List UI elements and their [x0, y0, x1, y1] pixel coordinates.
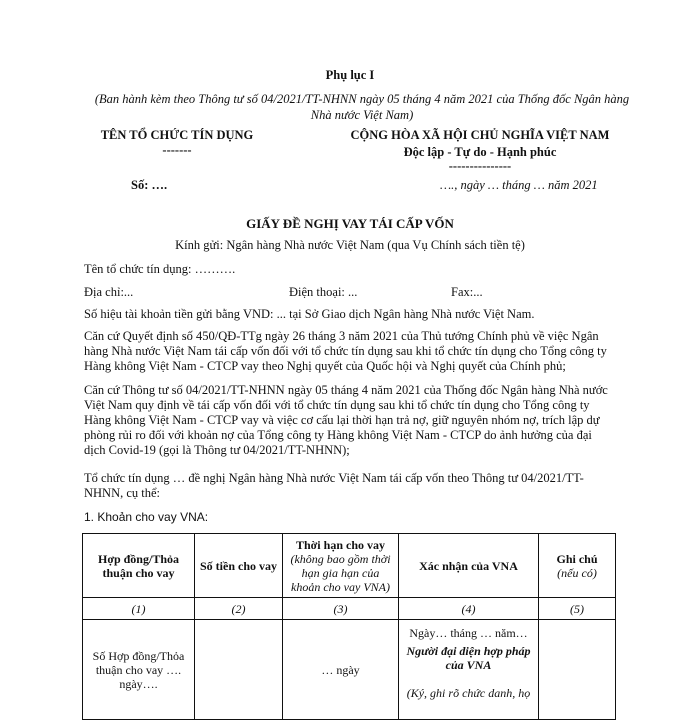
header-confirm: Xác nhận của VNA — [399, 534, 539, 598]
cell-note — [539, 620, 616, 720]
table-header-row — [83, 534, 616, 598]
confirm-date: Ngày… tháng … năm… — [409, 626, 528, 640]
header-amount: Số tiền cho vay — [195, 534, 283, 598]
document-number: Số: …. — [131, 178, 168, 192]
account-field: Số hiệu tài khoản tiền gửi bằng VND: ... tại Sở Giao dịch Ngân hàng Nhà nước Việt Nam. — [84, 307, 535, 321]
paragraph-line: Việt Nam quy định về tái cấp vốn đối với tổ chức tín dụng sau khi tổ chức tín dụng cho Tổng công ty — [84, 398, 590, 412]
paragraph-line: Hàng không Việt Nam - CTCP vay theo Nghị quyết của Quốc hội và Nghị quyết của Chính phủ; — [84, 359, 566, 373]
paragraph-decision — [84, 329, 607, 374]
header-term — [283, 534, 399, 598]
cell-confirm — [399, 620, 539, 720]
country-name: CỘNG HÒA XÃ HỘI CHỦ NGHĨA VIỆT NAM — [350, 128, 610, 142]
appendix-title: Phụ lục I — [325, 68, 375, 82]
column-number: (2) — [195, 598, 283, 620]
column-number: (5) — [539, 598, 616, 620]
motto-rule: --------------- — [448, 159, 512, 173]
fax-field: Fax:... — [451, 285, 483, 299]
table-row — [83, 620, 616, 720]
paragraph-line: Tổ chức tín dụng … đề nghị Ngân hàng Nhà nước Việt Nam tái cấp vốn theo Thông tư 04/2021/TT- — [84, 471, 584, 485]
phone-field: Điện thoại: ... — [289, 285, 358, 299]
paragraph-line: hàng Nhà nước Việt Nam tái cấp vốn đối với tổ chức tín dụng sau khi tổ chức tín dụng cho Tổng công ty — [84, 344, 607, 358]
org-rule: ------- — [162, 143, 192, 157]
motto: Độc lập - Tự do - Hạnh phúc — [403, 145, 557, 159]
header-note-title: Ghi chú — [556, 551, 598, 566]
loan-table — [82, 533, 616, 720]
paragraph-circular — [84, 383, 608, 458]
paragraph-line: phòng rủi ro đối với khoản nợ của Tổng công ty Hàng không Việt Nam - CTCP do ảnh hưởng của đại — [84, 428, 592, 442]
addressee: Kính gửi: Ngân hàng Nhà nước Việt Nam (qua Vụ Chính sách tiền tệ) — [175, 238, 525, 252]
column-number: (3) — [283, 598, 399, 620]
date-line: …., ngày … tháng … năm 2021 — [440, 178, 598, 192]
document-title: GIẤY ĐỀ NGHỊ VAY TÁI CẤP VỐN — [246, 216, 454, 231]
header-note-sub: (nếu có) — [557, 565, 597, 580]
issued-note: (Ban hành kèm theo Thông tư số 04/2021/TT-NHNN ngày 05 tháng 4 năm 2021 của Thống đốc Ngân hàng Nhà nước Việt Nam) — [94, 92, 630, 122]
paragraph-line: Căn cứ Thông tư số 04/2021/TT-NHNN ngày 05 tháng 4 năm 2021 của Thống đốc Ngân hàng Nhà nước — [84, 383, 608, 397]
confirm-representative: Người đại diện hợp pháp của VNA — [406, 644, 531, 672]
paragraph-line: Hàng không Việt Nam - CTCP vay và việc cơ cấu lại thời hạn trả nợ, giữ nguyên nhóm nợ, trích lập dự — [84, 413, 600, 427]
cell-amount — [195, 620, 283, 720]
paragraph-request — [84, 471, 584, 501]
cell-contract: Số Hợp đồng/Thỏa thuận cho vay …. ngày…. — [83, 620, 195, 720]
header-note — [539, 534, 616, 598]
address-field: Địa chỉ:... — [84, 285, 134, 299]
org-name-field: Tên tổ chức tín dụng: ………. — [84, 262, 236, 276]
org-name: TÊN TỔ CHỨC TÍN DỤNG — [100, 128, 254, 142]
paragraph-line: NHNN, cụ thể: — [84, 486, 161, 500]
paragraph-line: Căn cứ Quyết định số 450/QĐ-TTg ngày 26 tháng 3 năm 2021 của Thủ tướng Chính phủ về việc Ngân — [84, 329, 599, 343]
confirm-signature-note: (Ký, ghi rõ chức danh, họ — [406, 686, 531, 700]
header-contract: Hợp đồng/Thỏa thuận cho vay — [83, 534, 195, 598]
column-number: (4) — [399, 598, 539, 620]
paragraph-line: dịch Covid-19 (gọi là Thông tư 04/2021/TT-NHNN); — [84, 443, 350, 457]
cell-term: … ngày — [283, 620, 399, 720]
section-heading: 1. Khoản cho vay VNA: — [84, 510, 209, 524]
table-number-row — [83, 598, 616, 620]
header-term-title: Thời hạn cho vay — [295, 537, 385, 552]
header-term-note: (không bao gồm thời hạn gia hạn của khoản cho vay VNA) — [290, 551, 391, 594]
column-number: (1) — [83, 598, 195, 620]
